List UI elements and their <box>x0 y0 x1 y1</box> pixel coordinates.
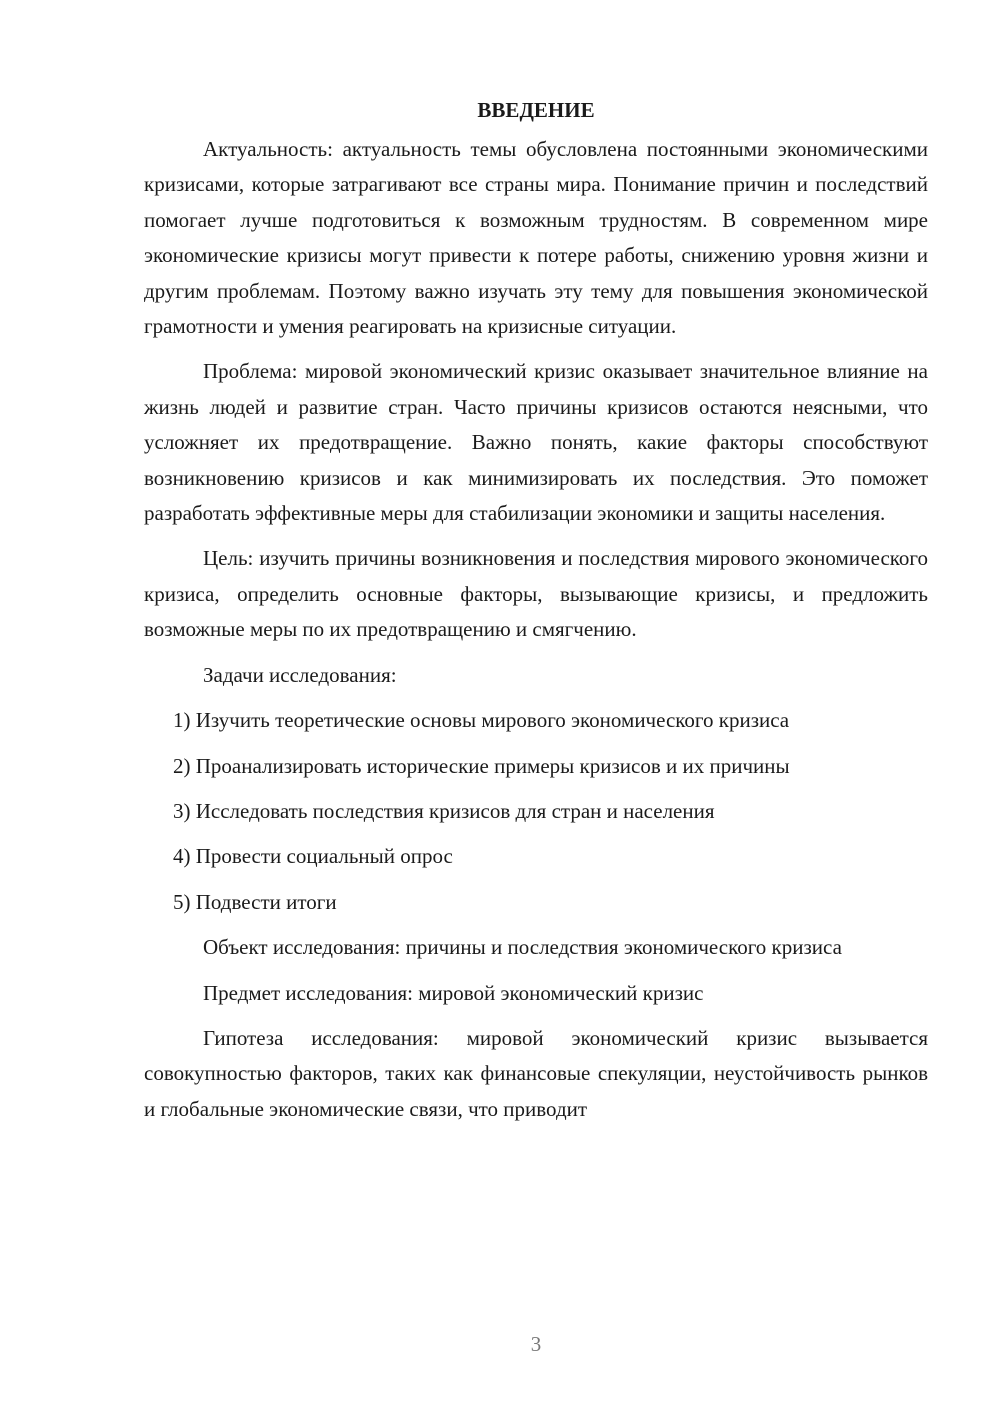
relevance-paragraph: Актуальность: актуальность темы обусловлена постоянными экономическими кризисами, которые затрагивают все страны мира. Понимание причин и последствий помогает лучше подготовиться к возможным трудностям. В современном мире экономические кризисы могут привести к потере работы, снижению уровня жизни и другим проблемам. Поэтому важно изучать эту тему для повышения экономической грамотности и умения реагировать на кризисные ситуации. <box>144 137 928 339</box>
page-content <box>144 96 928 1137</box>
list-item: 3) Исследовать последствия кризисов для стран и населения <box>173 798 715 823</box>
tasks-list <box>144 703 928 920</box>
list-item: 1) Изучить теоретические основы мирового экономического кризиса <box>173 708 790 733</box>
hypothesis-paragraph: Гипотеза исследования: мировой экономический кризис вызывается совокупностью факторов, таких как финансовые спекуляции, неустойчивость рынков и глобальные экономические связи, что приводит <box>144 1025 928 1121</box>
list-item: 4) Провести социальный опрос <box>173 844 453 869</box>
tasks-heading: Задачи исследования: <box>203 662 397 687</box>
list-item: 2) Проанализировать исторические примеры кризисов и их причины <box>173 753 790 778</box>
list-item: 5) Подвести итоги <box>173 889 337 914</box>
section-title: ВВЕДЕНИЕ <box>477 98 595 122</box>
page-number: 3 <box>530 1332 542 1356</box>
goal-paragraph: Цель: изучить причины возникновения и последствия мирового экономического кризиса, определить основные факторы, вызывающие кризисы, и предложить возможные меры по их предотвращению и смягчению. <box>144 546 928 642</box>
problem-paragraph: Проблема: мировой экономический кризис оказывает значительное влияние на жизнь людей и развитие стран. Часто причины кризисов остаются неясными, что усложняет их предотвращение. Важно понять, какие факторы способствуют возникновению кризисов и как минимизировать их последствия. Это поможет разработать эффективные меры для стабилизации экономики и защиты населения. <box>144 359 928 526</box>
subject-paragraph: Предмет исследования: мировой экономический кризис <box>203 980 704 1005</box>
object-paragraph: Объект исследования: причины и последствия экономического кризиса <box>203 935 842 960</box>
